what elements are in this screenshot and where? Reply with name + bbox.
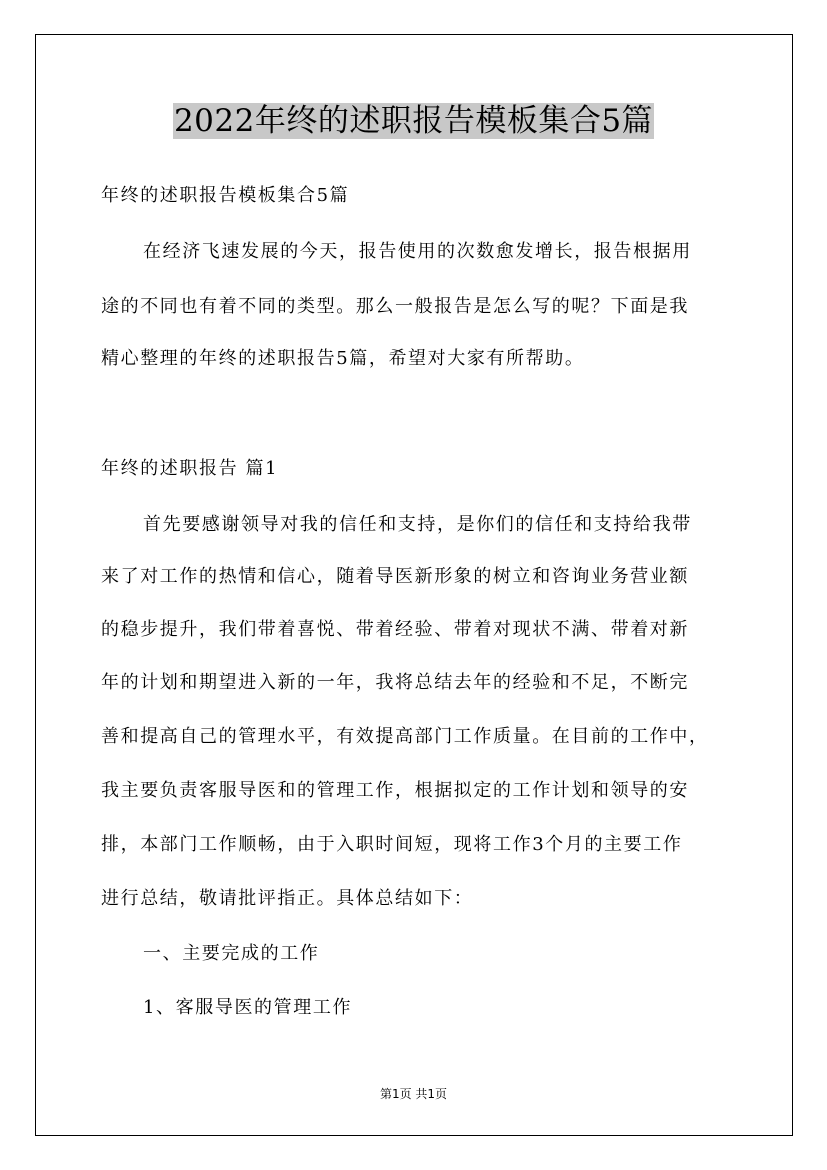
document-title-text: 2022年终的述职报告模板集合5篇 (173, 103, 654, 139)
subtitle: 年终的述职报告模板集合5篇 (101, 185, 350, 206)
intro-line-2: 途的不同也有着不同的类型。那么一般报告是怎么写的呢？下面是我 (101, 296, 689, 317)
body-line-1: 首先要感谢领导对我的信任和支持，是你们的信任和支持给我带 (143, 514, 692, 535)
body-line-6: 我主要负责客服导医和的管理工作，根据拟定的工作计划和领导的安 (101, 780, 689, 801)
list-item-2: 1、客服导医的管理工作 (143, 997, 353, 1018)
document-title (0, 98, 827, 144)
body-line-2: 来了对工作的热情和信心，随着导医新形象的树立和咨询业务营业额 (101, 566, 689, 587)
section-heading: 年终的述职报告 篇1 (101, 458, 279, 479)
list-item-1: 一、主要完成的工作 (143, 943, 320, 964)
body-line-5: 善和提高自己的管理水平，有效提高部门工作质量。在目前的工作中， (101, 726, 709, 747)
page-footer: 第1页 共1页 (379, 1087, 448, 1101)
body-line-7: 排，本部门工作顺畅，由于入职时间短，现将工作3个月的主要工作 (101, 834, 683, 855)
body-line-4: 年的计划和期望进入新的一年，我将总结去年的经验和不足，不断完 (101, 672, 689, 693)
body-line-3: 的稳步提升，我们带着喜悦、带着经验、带着对现状不满、带着对新 (101, 619, 689, 640)
intro-line-3: 精心整理的年终的述职报告5篇，希望对大家有所帮助。 (101, 348, 585, 369)
body-line-8: 进行总结，敬请批评指正。具体总结如下： (101, 888, 474, 909)
intro-line-1: 在经济飞速发展的今天，报告使用的次数愈发增长，报告根据用 (143, 241, 692, 262)
